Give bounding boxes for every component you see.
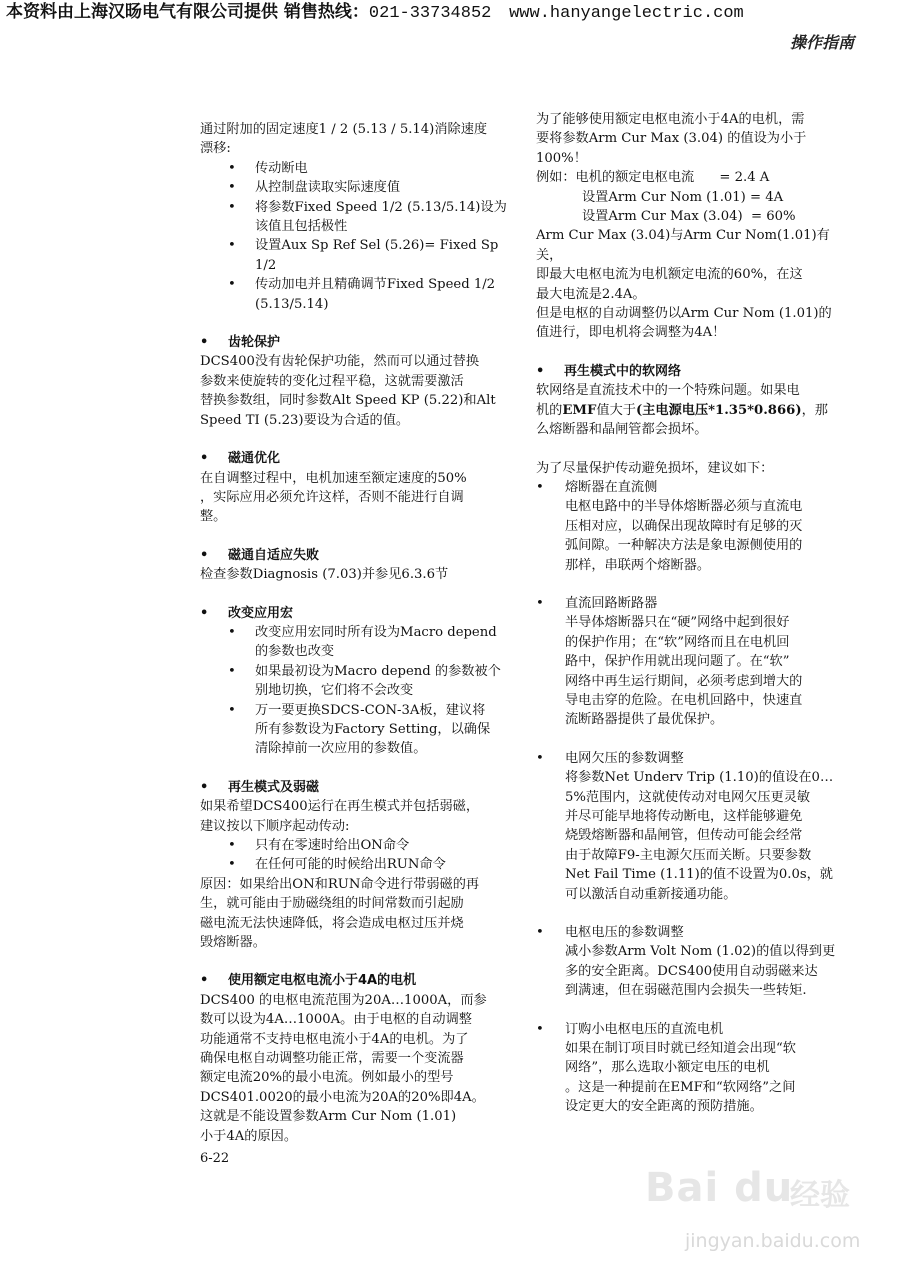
- page-number: 6-22: [200, 1151, 230, 1166]
- regen-bullet-list: [200, 836, 522, 875]
- paragraph-line: 小于4A的原因。: [200, 1128, 298, 1144]
- list-item: • 订购小电枢电压的直流电机 如果在制订项目时就已经知道会出现“软 网络”，那么选取小额定电压的电机 。这是一种提前在EMF和“软网络”之间 设定更大的安全距离的预防措施。: [536, 1021, 796, 1115]
- list-item: • 在任何可能的时候给出RUN命令: [228, 857, 446, 873]
- paragraph-line: 最大电流是2.4A。: [536, 286, 646, 302]
- paragraph-line: Arm Cur Max (3.04)与Arm Cur Nom(1.01)有关，: [536, 228, 830, 263]
- watermark-url: jingyan.baidu.com: [685, 1230, 861, 1252]
- paragraph-line: ，实际应用必须允许这样，否则不能进行自调: [200, 489, 464, 505]
- list-item: • 如果最初设为Macro depend 的参数被个 别地切换，它们将不会改变: [228, 663, 501, 699]
- paragraph-line: DCS400没有齿轮保护功能，然而可以通过替换: [200, 354, 480, 370]
- paragraph-line: 软网络是直流技术中的一个特殊问题。如果电: [536, 383, 800, 399]
- paragraph-line: 即最大电枢电流为电机额定电流的60%，在这: [536, 267, 803, 283]
- example-line: 设置Arm Cur Max (3.04) = 60%: [582, 209, 796, 225]
- paragraph-line: 生，就可能由于励磁绕组的时间常数而引起励: [200, 896, 464, 912]
- list-item: • 传动断电: [228, 160, 308, 176]
- paragraph-line: 为了能够使用额定电枢电流小于4A的电机，需: [536, 112, 805, 127]
- paragraph-line: 毁熔断器。: [200, 935, 266, 951]
- paragraph-line: 数可以设为4A…1000A。由于电枢的自动调整: [200, 1012, 472, 1028]
- list-item: • 熔断器在直流侧 电枢电路中的半导体熔断器必须与直流电 压相对应，以确保出现故障时有足够的灭 弧间隙。一种解决方法是象电源侧使用的 那样，串联两个熔断器。: [536, 479, 803, 573]
- example-line: 设置Arm Cur Nom (1.01) = 4A: [582, 189, 784, 205]
- paragraph-line: 替换参数组，同时参数Alt Speed KP (5.22)和Alt: [200, 393, 496, 409]
- intro-bullet-list: [200, 159, 522, 314]
- section-heading: • 再生模式中的软网络: [536, 363, 682, 379]
- list-item: (5.13/5.14): [255, 296, 329, 312]
- section-heading: • 齿轮保护: [200, 335, 281, 351]
- paragraph-line: 确保电枢自动调整功能正常，需要一个变流器: [200, 1051, 464, 1067]
- paragraph-line: DCS400 的电枢电流范围为20A…1000A，而参: [200, 992, 487, 1008]
- section-heading: • 磁通优化: [200, 451, 281, 467]
- macro-bullet-list: [200, 623, 522, 759]
- list-item: • 改变应用宏同时所有设为Macro depend 的参数也改变: [228, 624, 497, 660]
- list-item: • 将参数Fixed Speed 1/2 (5.13/5.14)设为: [228, 199, 507, 215]
- paragraph-line: 检查参数Diagnosis (7.03)并参见6.3.6节: [200, 567, 449, 583]
- paragraph-line: 如果希望DCS400运行在再生模式并包括弱磁，: [200, 799, 480, 815]
- paragraph-line: DCS401.0020的最小电流为20A的20%即4A。: [200, 1089, 485, 1105]
- list-item: • 传动加电并且精确调节Fixed Speed 1/2: [228, 277, 496, 293]
- section-subtitle: 操作指南: [789, 33, 854, 52]
- paragraph-line: 值进行，即电机将会调整为4A！: [536, 325, 726, 341]
- paragraph-line: 为了尽量保护传动避免损坏，建议如下：: [536, 460, 774, 476]
- paragraph-line: Speed TI (5.23)要设为合适的值。: [200, 412, 410, 428]
- watermark-cn: 经验: [790, 1178, 850, 1213]
- paragraph-line: 但是电枢的自动调整仍以Arm Cur Nom (1.01)的: [536, 306, 832, 322]
- baidu-watermark: [645, 1145, 885, 1275]
- section-heading: • 改变应用宏: [200, 605, 294, 621]
- page-header: [0, 0, 906, 30]
- list-item: • 设置Aux Sp Ref Sel (5.26)= Fixed Sp 1/2: [228, 238, 499, 273]
- right-column: [536, 110, 854, 1117]
- paragraph-line: 磁电流无法快速降低，将会造成电枢过压并烧: [200, 915, 464, 931]
- watermark-logo: Bai du: [645, 1165, 794, 1211]
- list-item: 该值且包括极性: [255, 219, 348, 235]
- header-phone: 021-33734852: [368, 4, 492, 23]
- list-item: • 电网欠压的参数调整 将参数Net Underv Trip (1.10)的值设在0… 5%范围内，这就使传动对电网欠压更灵敏 并尽可能早地将传动断电，这样能够避免 烧毁熔断器和晶闸管，但传动可能会经常 由于故障F9-主电源欠压而关断。只要参数 Net Fail Time (1.11)的值不设置为0.0s，就 可以激活自动重新接通功能。: [536, 750, 834, 902]
- paragraph-line: 功能通常不支持电枢电流小于4A的电机。为了: [200, 1031, 469, 1047]
- list-item: • 只有在零速时给出ON命令: [228, 838, 410, 853]
- paragraph-line: 要将参数Arm Cur Max (3.04) 的值设为小于: [536, 131, 807, 147]
- intro-line: 漂移:: [200, 141, 231, 157]
- paragraph-line: 整。: [200, 509, 227, 525]
- paragraph-line: 在自调整过程中，电机加速至额定速度的50%: [200, 470, 467, 486]
- paragraph-line: 建议按以下顺序起动传动:: [200, 818, 350, 834]
- paragraph-line: 100%！: [536, 150, 587, 166]
- left-column: [200, 120, 522, 1146]
- paragraph-line: 这就是不能设置参数Arm Cur Nom (1.01): [200, 1109, 457, 1125]
- section-heading: • 磁通自适应失败: [200, 547, 320, 563]
- paragraph-line: 机的EMF值大于(主电源电压*1.35*0.866)，那: [536, 402, 828, 418]
- header-url: www.hanyangelectric.com: [509, 4, 744, 23]
- list-item: • 直流回路断路器 半导体熔断器只在“硬”网络中起到很好 的保护作用；在“软”网络而且在电机回 路中，保护作用就出现问题了。在“软” 网络中再生运行期间，必须考虑到增大的 导电击穿的危险。在电机回路中，快速直 流断路器提供了最优保护。: [536, 595, 803, 728]
- paragraph-line: 额定电流20%的最小电流。例如最小的型号: [200, 1070, 454, 1086]
- list-item: • 电枢电压的参数调整 减小参数Arm Volt Nom (1.02)的值以得到更 多的安全距离。DCS400使用自动弱磁来达 到满速，但在弱磁范围内会损失一些转矩.: [536, 925, 836, 999]
- list-item: • 万一要更换SDCS-CON-3A板，建议将 所有参数设为Factory Setting，以确保 清除掉前一次应用的参数值。: [228, 702, 491, 757]
- paragraph-line: 参数来使旋转的变化过程平稳，这就需要激活: [200, 373, 464, 389]
- intro-line: 通过附加的固定速度1 / 2 (5.13 / 5.14)消除速度: [200, 122, 488, 137]
- header-title: 本资料由上海汉旸电气有限公司提供 销售热线：: [6, 2, 369, 22]
- section-heading: • 再生模式及弱磁: [200, 779, 320, 795]
- paragraph-line: 么熔断器和晶闸管都会损坏。: [536, 422, 708, 438]
- paragraph-line: 原因：如果给出ON和RUN命令进行带弱磁的再: [200, 876, 480, 892]
- section-heading: • 使用额定电枢电流小于4A的电机: [200, 973, 417, 989]
- list-item: • 从控制盘读取实际速度值: [228, 180, 401, 196]
- example-line: 例如：电机的额定电枢电流 = 2.4 A: [536, 170, 770, 186]
